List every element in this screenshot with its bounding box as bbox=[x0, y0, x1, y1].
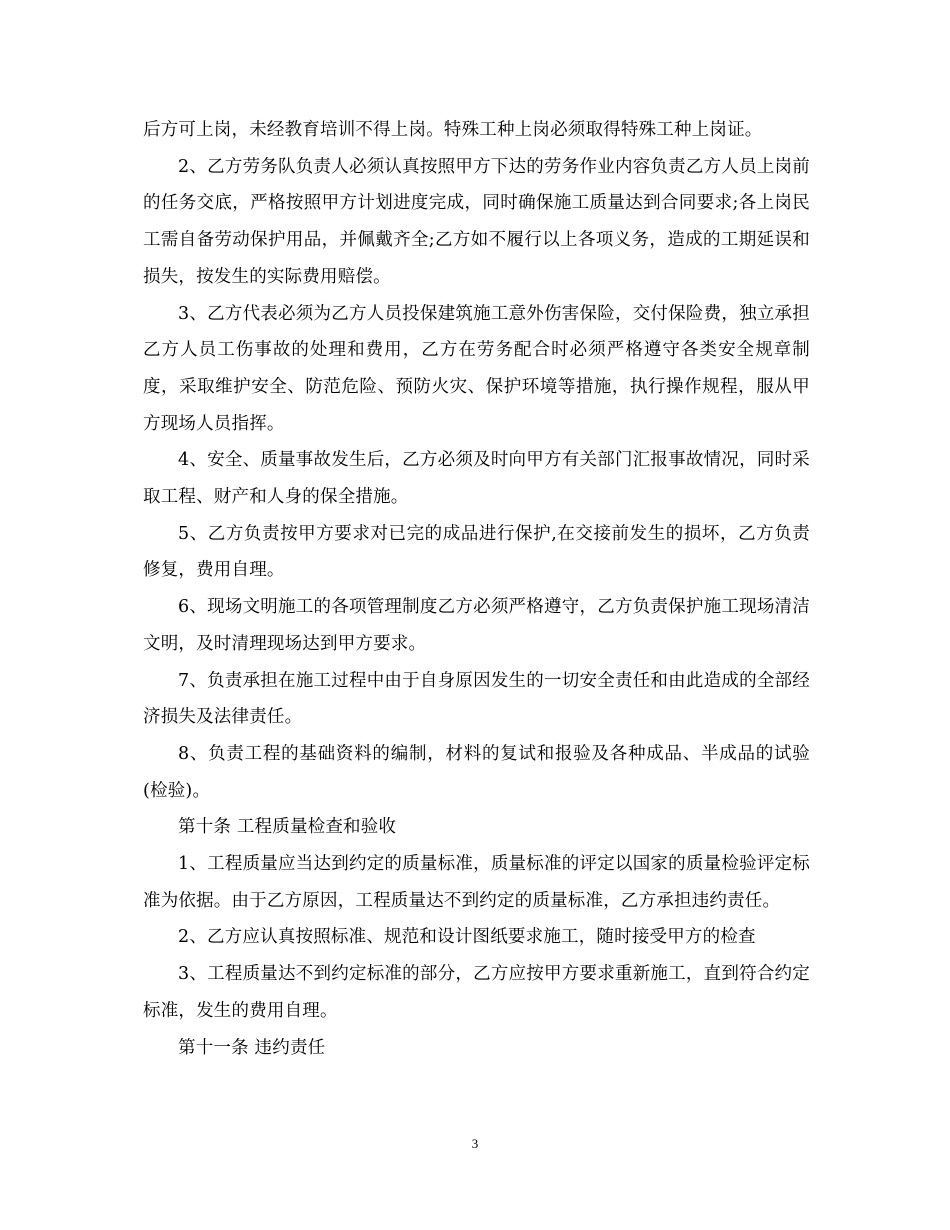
paragraph-clause-6: 6、现场文明施工的各项管理制度乙方必须严格遵守，乙方负责保护施工现场清洁文明，及时清理现场达到甲方要求。 bbox=[143, 597, 810, 654]
paragraph-clause-5: 5、乙方负责按甲方要求对已完的成品进行保护,在交接前发生的损坏，乙方负责修复，费用自理。 bbox=[143, 523, 810, 581]
page-number: 3 bbox=[471, 1136, 479, 1151]
paragraph-quality-1: 1、工程质量应当达到约定的质量标准，质量标准的评定以国家的质量检验评定标准为依据。由于乙方原因，工程质量达不到约定的质量标准，乙方承担违约责任。 bbox=[143, 854, 810, 911]
document-body bbox=[143, 112, 810, 1066]
paragraph-clause-8: 8、负责工程的基础资料的编制，材料的复试和报验及各种成品、半成品的试验(检验)。 bbox=[143, 743, 810, 801]
paragraph-clause-4: 4、安全、质量事故发生后，乙方必须及时向甲方有关部门汇报事故情况，同时采取工程、财产和人身的保全措施。 bbox=[143, 450, 810, 508]
section-heading-article-11: 第十一条 违约责任 bbox=[178, 1037, 326, 1058]
section-heading-article-10: 第十条 工程质量检查和验收 bbox=[178, 817, 397, 838]
paragraph-quality-2: 2、乙方应认真按照标准、规范和设计图纸要求施工，随时接受甲方的检查 bbox=[178, 927, 756, 948]
paragraph-continuation: 后方可上岗，未经教育培训不得上岗。特殊工种上岗必须取得特殊工种上岗证。 bbox=[143, 120, 763, 140]
paragraph-clause-3: 3、乙方代表必须为乙方人员投保建筑施工意外伤害保险，交付保险费，独立承担乙方人员工伤事故的处理和费用，乙方在劳务配合时必须严格遵守各类安全规章制度，采取维护安全、防范危险、预防火灾、保护环境等措施，执行操作规程，服从甲方现场人员指挥。 bbox=[143, 303, 810, 434]
paragraph-quality-3: 3、工程质量达不到约定标准的部分，乙方应按甲方要求重新施工，直到符合约定标准，发生的费用自理。 bbox=[143, 964, 810, 1021]
paragraph-clause-2: 2、乙方劳务队负责人必须认真按照甲方下达的劳务作业内容负责乙方人员上岗前的任务交底，严格按照甲方计划进度完成，同时确保施工质量达到合同要求;各上岗民工需自备劳动保护用品，并佩戴齐全;乙方如不履行以上各项义务，造成的工期延误和损失，按发生的实际费用赔偿。 bbox=[143, 156, 810, 287]
paragraph-clause-7: 7、负责承担在施工过程中由于自身原因发生的一切安全责任和由此造成的全部经济损失及法律责任。 bbox=[143, 670, 810, 728]
